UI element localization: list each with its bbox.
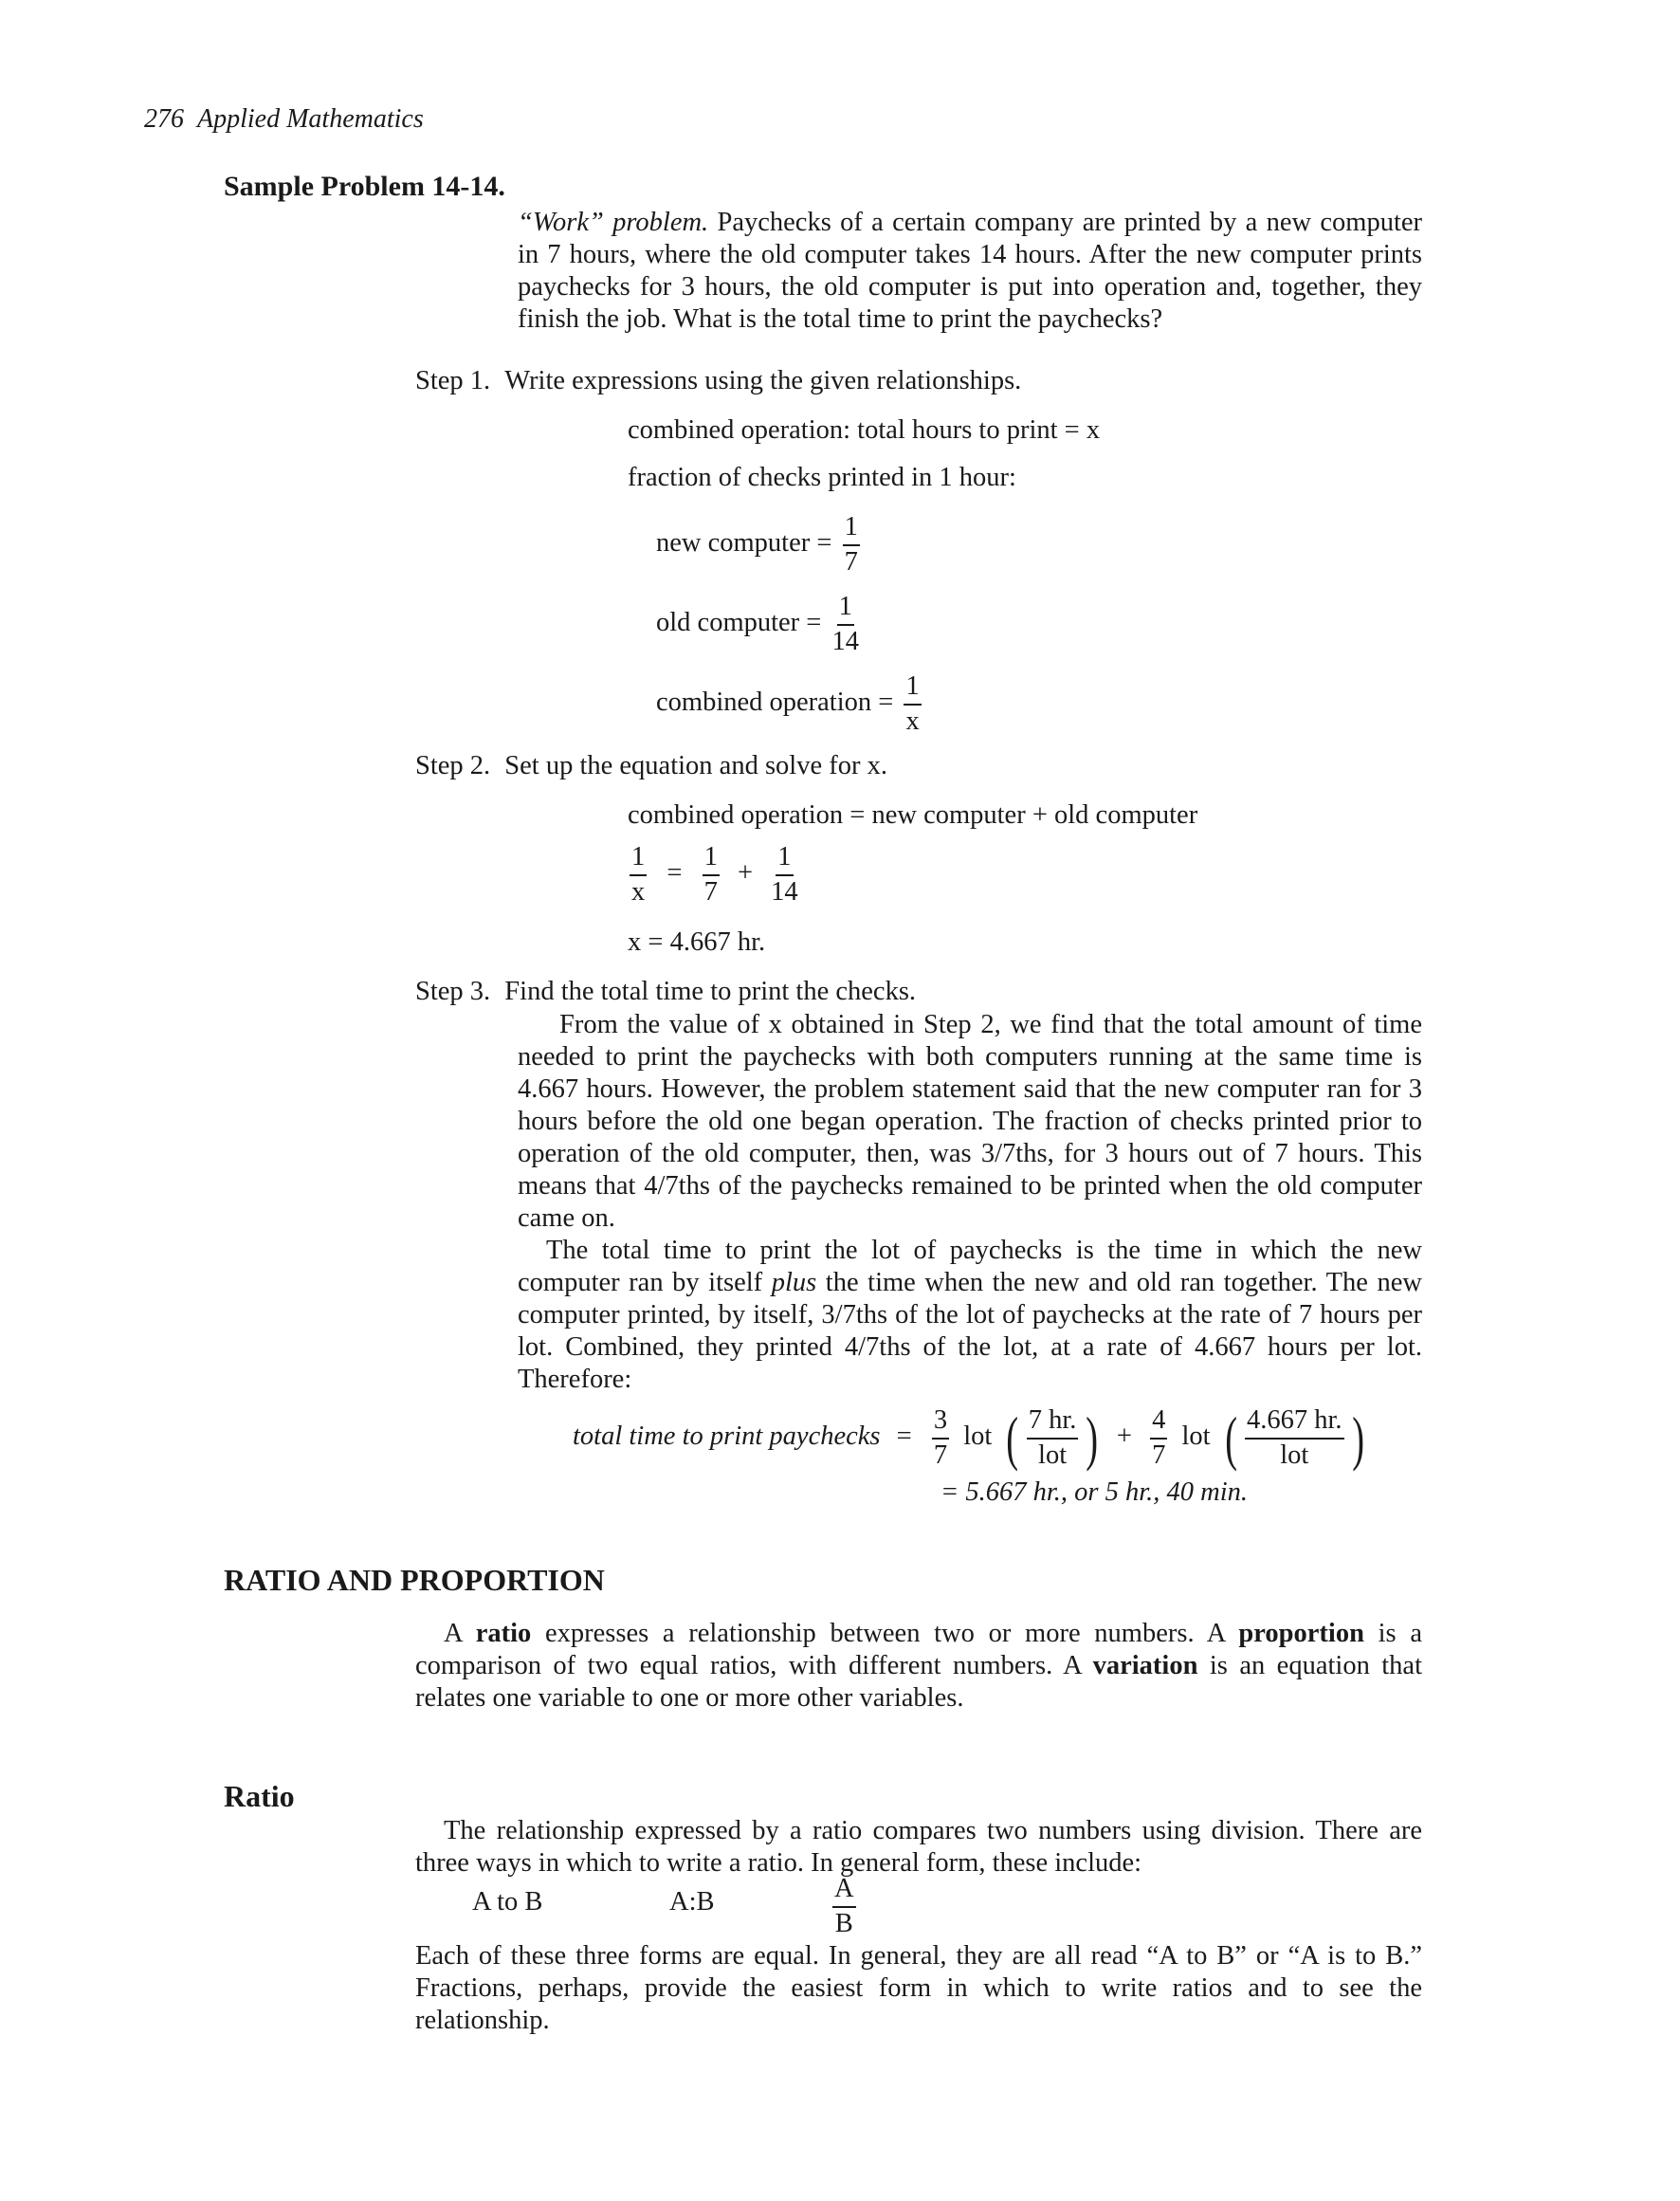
equation-new-computer	[656, 514, 864, 576]
text: is a comparison of two equal ratios, with different numbers. A	[415, 1619, 1422, 1680]
ratio-form-colon: A:B	[669, 1887, 715, 1917]
paragraph-2-start: The total time to print the lot of paychecks is the time in which the new computer ran by itself	[518, 1236, 1422, 1297]
step-3-text: Find the total time to print the checks.	[504, 977, 917, 1006]
denominator: 14	[831, 626, 859, 656]
numerator: 4	[1150, 1407, 1167, 1440]
denominator: 7	[703, 876, 718, 907]
combined-operation-label: combined operation =	[656, 688, 894, 718]
rate-combined	[1221, 1403, 1368, 1472]
numerator: 3	[932, 1407, 949, 1440]
left-paren: (	[1006, 1403, 1019, 1472]
ratio-form-a-to-b: A to B	[472, 1887, 543, 1917]
numerator: 1	[776, 844, 793, 876]
ratio-paragraph-2: Each of these three forms are equal. In general, they are all read “A to B” or “A is to B.” Fractions, perhaps, provide the easiest form in which to write ratios and to see the relationship.	[415, 1941, 1422, 2035]
numerator: 1	[703, 844, 720, 876]
step-2-fraction-equation	[626, 844, 802, 906]
running-header	[144, 104, 424, 135]
step-3-paragraph-1: From the value of x obtained in Step 2, we find that the total amount of time needed to print the paychecks with both computers running at the same time is 4.667 hours. However, the problem statement said that the new computer ran for 3 hours before the old one began operation. The fraction of checks printed prior to operation of the old computer, then, was 3/7ths, for 3 hours out of 7 hours. This means that 4/7ths of the paychecks remained to be printed when the old computer came on.	[518, 1010, 1422, 1233]
text: A	[444, 1619, 476, 1648]
numerator: 1	[837, 594, 854, 626]
denominator: 7	[933, 1440, 948, 1470]
fraction-one-over-x	[904, 673, 921, 735]
equation-combined-operation	[656, 673, 925, 735]
term-variation: variation	[1092, 1651, 1198, 1680]
total-time-equation	[573, 1403, 1368, 1472]
step-3	[415, 977, 916, 1007]
lot-word: lot	[1181, 1421, 1211, 1452]
step-1	[415, 366, 1021, 396]
emphasis-plus: plus	[771, 1268, 817, 1297]
fraction-4667hr-per-lot	[1245, 1407, 1344, 1469]
ratio-paragraph-1: The relationship expressed by a ratio compares two numbers using division. There are three ways in which to write a ratio. In general form, these include:	[415, 1816, 1422, 1878]
text: is an equation that relates one variable to one or more other variables.	[415, 1651, 1423, 1713]
fraction-one-fourteenth	[771, 844, 798, 906]
term-ratio: ratio	[475, 1619, 532, 1648]
denominator: 7	[844, 546, 858, 577]
total-time-label: total time to print paychecks	[573, 1421, 881, 1452]
fraction-a-over-b	[832, 1876, 856, 1937]
fraction-7hr-per-lot	[1027, 1407, 1079, 1469]
step-1-line-total-hours: combined operation: total hours to print = x	[628, 415, 1101, 445]
plus-sign: +	[1116, 1421, 1132, 1452]
numerator: 4.667 hr.	[1245, 1407, 1344, 1440]
new-computer-label: new computer =	[656, 528, 832, 559]
equals-sign: =	[667, 858, 683, 889]
left-paren: (	[1224, 1403, 1237, 1472]
sample-problem-heading: Sample Problem 14-14.	[224, 171, 505, 202]
rate-new-computer	[1002, 1403, 1102, 1472]
text: expresses a relationship between two or more numbers. A	[531, 1619, 1239, 1648]
subsection-heading-ratio: Ratio	[224, 1779, 295, 1813]
step-1-text: Write expressions using the given relationships.	[504, 366, 1022, 395]
fraction-one-over-x	[630, 844, 647, 906]
numerator: 1	[630, 844, 647, 876]
denominator: x	[631, 876, 646, 907]
step-2-label: Step 2.	[415, 751, 491, 780]
step-2-equation-words: combined operation = new computer + old computer	[628, 800, 1198, 830]
total-time-result: = 5.667 hr., or 5 hr., 40 min.	[940, 1477, 1249, 1507]
fraction-one-fourteenth	[832, 594, 860, 655]
ratio-form-fraction	[829, 1876, 860, 1937]
paragraph-2-end: the time when the new and old ran together. The new computer printed, by itself, 3/7ths of the lot of paychecks at the rate of 7 hours per lot. Combined, they printed 4/7ths of the lot, at a rate of 4.667 hours per lot. Therefore:	[518, 1268, 1422, 1394]
step-1-line-fraction: fraction of checks printed in 1 hour:	[628, 463, 1016, 492]
step-2-result: x = 4.667 hr.	[628, 927, 766, 957]
plus-sign: +	[737, 858, 754, 889]
running-title: Applied Mathematics	[197, 104, 424, 134]
denominator: B	[834, 1908, 853, 1938]
page-number: 276	[144, 104, 184, 134]
right-paren: )	[1086, 1403, 1099, 1472]
equals-sign: =	[896, 1421, 912, 1452]
denominator: 7	[1152, 1440, 1166, 1470]
fraction-four-sevenths	[1150, 1407, 1167, 1469]
denominator: lot	[1038, 1440, 1068, 1470]
equation-old-computer	[656, 594, 863, 655]
problem-text: Paychecks of a certain company are printed by a new computer in 7 hours, where the old computer takes 14 hours. After the new computer prints paychecks for 3 hours, the old computer is put into operation and, together, they finish the job. What is the total time to print the paychecks?	[518, 208, 1423, 334]
denominator: x	[905, 706, 920, 736]
step-3-paragraph-2	[518, 1235, 1422, 1396]
numerator: 1	[843, 514, 860, 546]
denominator: 14	[771, 876, 798, 907]
right-paren: )	[1351, 1403, 1364, 1472]
step-2-text: Set up the equation and solve for x.	[504, 751, 887, 780]
numerator: 1	[904, 673, 921, 706]
lot-word: lot	[963, 1421, 993, 1452]
numerator: A	[832, 1876, 856, 1908]
section-heading-ratio-and-proportion: RATIO AND PROPORTION	[224, 1563, 605, 1597]
step-1-label: Step 1.	[415, 366, 491, 395]
fraction-three-sevenths	[932, 1407, 949, 1469]
problem-label: “Work” problem.	[518, 208, 709, 237]
old-computer-label: old computer =	[656, 608, 822, 638]
step-3-label: Step 3.	[415, 977, 491, 1006]
numerator: 7 hr.	[1027, 1407, 1079, 1440]
fraction-one-seventh	[843, 514, 860, 576]
step-2	[415, 751, 887, 781]
ratio-section-paragraph	[415, 1618, 1422, 1715]
fraction-one-seventh	[703, 844, 720, 906]
term-proportion: proportion	[1238, 1619, 1364, 1648]
problem-statement	[518, 207, 1422, 336]
denominator: lot	[1280, 1440, 1309, 1470]
